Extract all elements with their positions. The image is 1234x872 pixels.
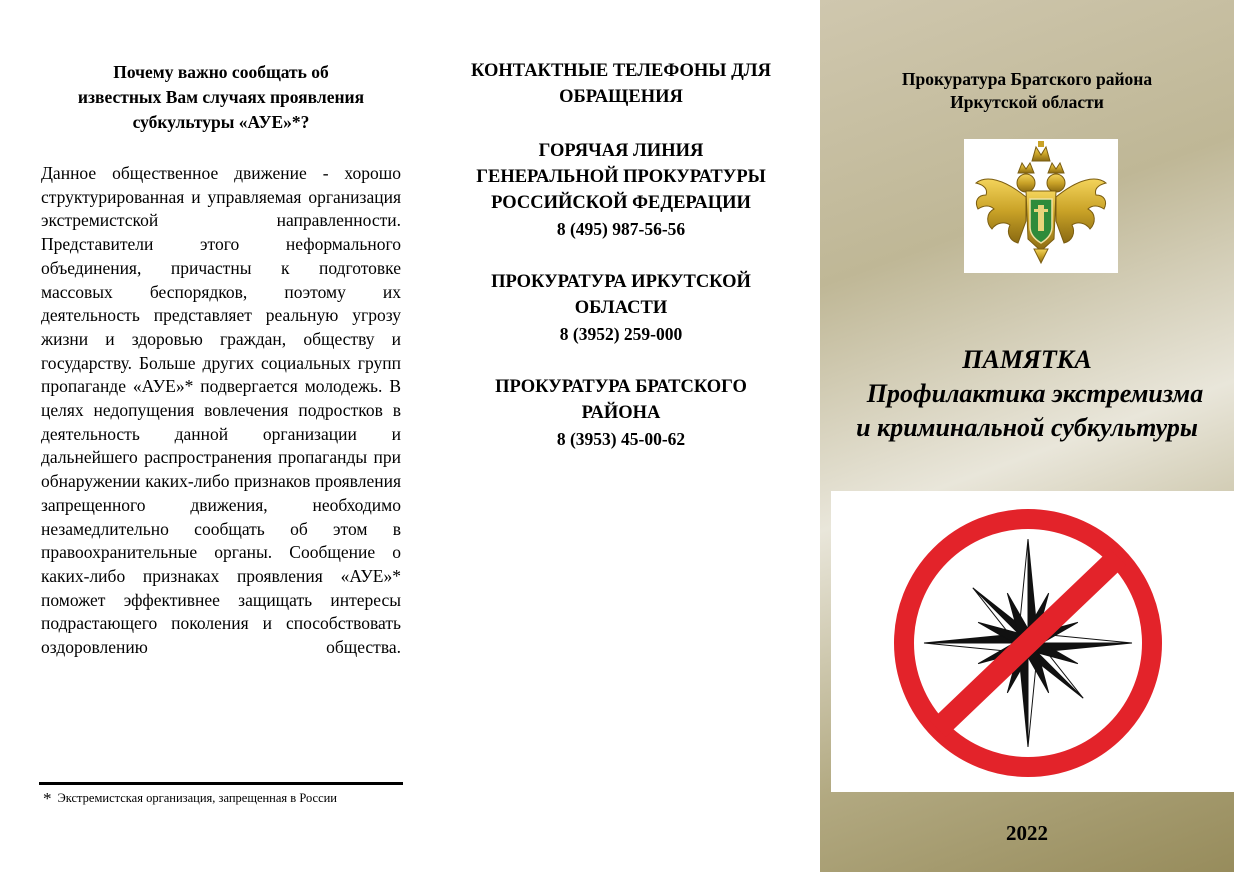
footnote: [43, 790, 337, 807]
contact-hotline: [440, 138, 802, 242]
prosecutor-emblem-icon: [964, 139, 1118, 273]
contact-name: [440, 269, 802, 321]
middle-column: [440, 58, 802, 452]
left-column: [41, 60, 401, 660]
left-body-text: Данное общественное движение - хорошо структурированная и управляемая организация экстремистской направленности. Представители этого неформального объединения, причастны к подготовке массовых беспорядков, поэтому их деятельность представляет реальную угрозу жизни и здоровью граждан, обществу и государству. Больше других социальных групп пропаганде «АУЕ»* подвергается молодежь. В целях недопущения вовлечения подростков в деятельность данной организации и дальнейшего распространения пропаганды при обнаружении каких-либо признаков проявления запрещенного движения, необходимо незамедлительно сообщать об этом в правоохранительные органы. Сообщение о каких-либо признаках проявления «АУЕ»* поможет эффективнее защищать интересы подрастающего поколения и способствовать оздоровлению общества.: [41, 163, 401, 658]
office-name-line-1: Прокуратура Братского района: [901, 69, 1153, 89]
contact-irkutsk-prosecutor: [440, 269, 802, 347]
contact-name-line: РАЙОНА: [581, 403, 661, 423]
contact-name: [440, 374, 802, 426]
cover-panel: [820, 0, 1234, 872]
left-heading-line-1: Почему важно сообщать об: [113, 62, 329, 82]
contact-phone[interactable]: 8 (3953) 45-00-62: [556, 429, 686, 449]
left-heading-line-3: субкультуры «АУЕ»*?: [132, 112, 310, 132]
contact-name-line: ГЕНЕРАЛЬНОЙ ПРОКУРАТУРЫ: [476, 167, 766, 187]
contact-name-line: РОССИЙСКОЙ ФЕДЕРАЦИИ: [491, 193, 751, 213]
contacts-title-line-1: КОНТАКТНЫЕ ТЕЛЕФОНЫ ДЛЯ: [471, 61, 771, 81]
publication-year: 2022: [1006, 821, 1048, 845]
contact-bratsk-prosecutor: [440, 374, 802, 452]
footnote-divider: [39, 782, 403, 785]
office-name: [820, 68, 1234, 114]
contact-phone[interactable]: 8 (3952) 259-000: [559, 324, 683, 344]
contact-name-line: ГОРЯЧАЯ ЛИНИЯ: [538, 141, 704, 161]
memo-title-block: [820, 343, 1234, 445]
memo-subtitle-line-2: и криминальной субкультуры: [856, 413, 1198, 442]
left-heading: [41, 60, 401, 135]
footnote-mark: *: [43, 789, 52, 808]
contacts-title-line-2: ОБРАЩЕНИЯ: [559, 87, 683, 107]
contact-name-line: ОБЛАСТИ: [574, 298, 668, 318]
contact-name: [440, 138, 802, 216]
memo-subtitle-line-1: Профилактика экстремизма: [866, 379, 1204, 408]
contact-phone[interactable]: 8 (495) 987-56-56: [556, 219, 686, 239]
memo-title: ПАМЯТКА: [962, 345, 1092, 374]
office-name-line-2: Иркутской области: [950, 92, 1104, 112]
left-heading-line-2: известных Вам случаях проявления: [77, 87, 365, 107]
contacts-title: [440, 58, 802, 110]
contact-name-line: ПРОКУРАТУРА ИРКУТСКОЙ: [491, 272, 751, 292]
prohibited-compass-star-icon: [831, 491, 1234, 792]
contact-name-line: ПРОКУРАТУРА БРАТСКОГО: [495, 377, 747, 397]
footnote-text: Экстремистская организация, запрещенная в России: [57, 791, 337, 805]
